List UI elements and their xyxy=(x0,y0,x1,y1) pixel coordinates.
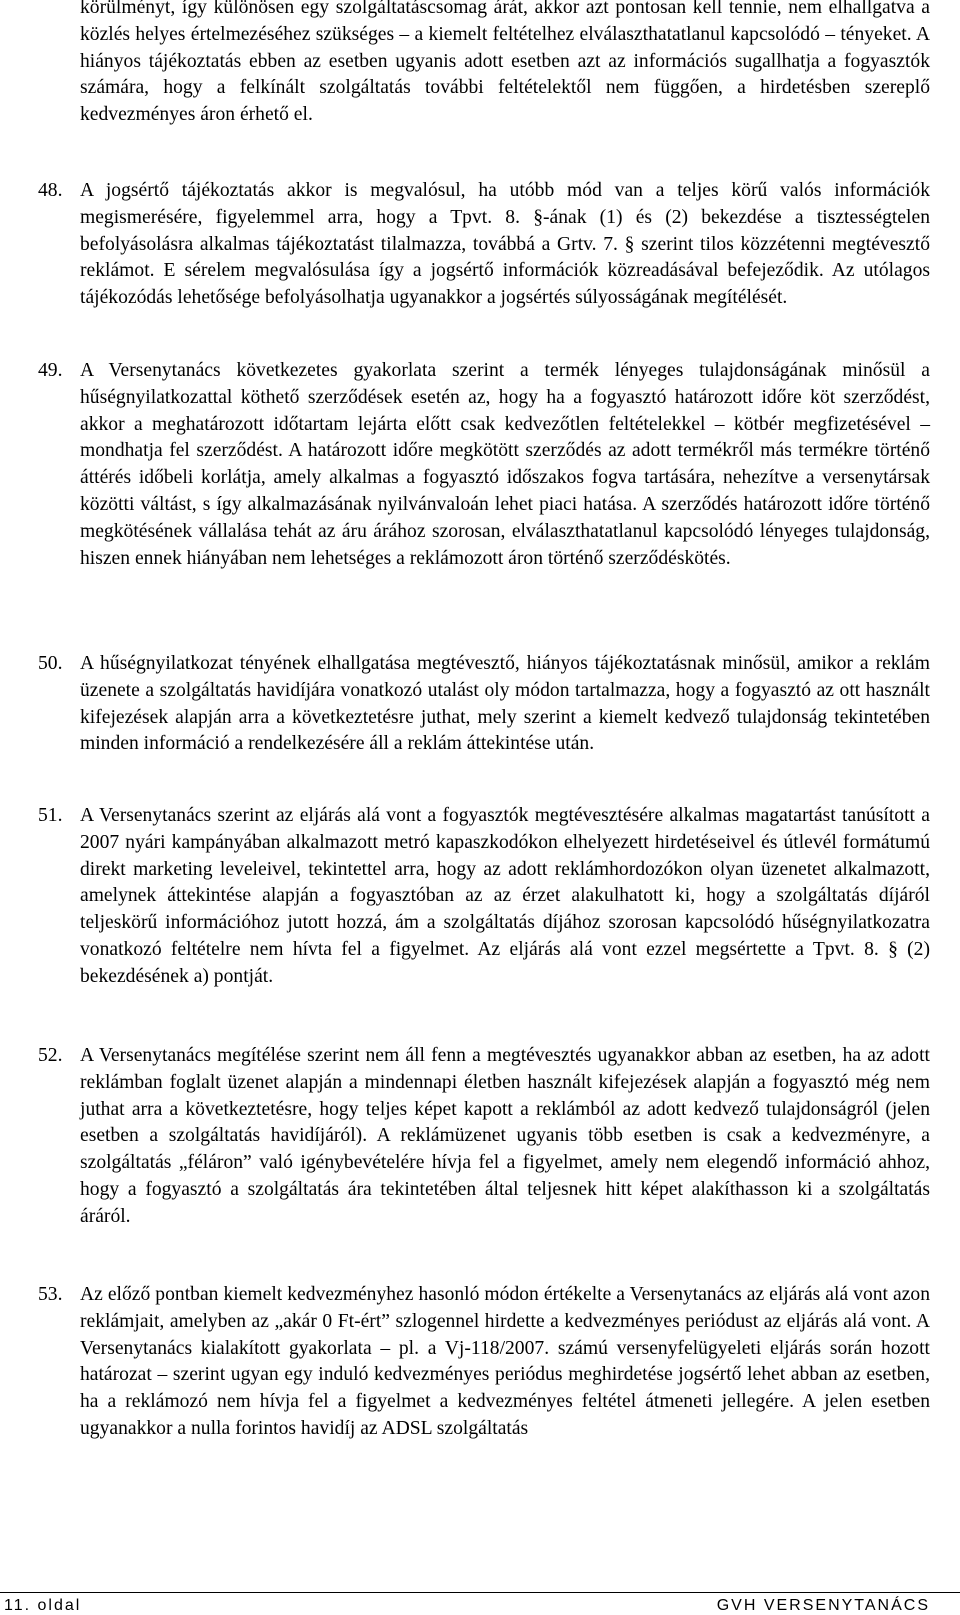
page-number: 11. oldal xyxy=(4,1597,82,1614)
paragraph-number: 52. xyxy=(38,1045,63,1066)
paragraph-number: 49. xyxy=(38,360,63,381)
paragraph-number: 50. xyxy=(38,653,63,674)
paragraph-50 xyxy=(38,651,930,758)
paragraph-number: 48. xyxy=(38,180,63,201)
paragraph-text: A Versenytanács megítélése szerint nem áll fenn a megtévesztés ugyanakkor abban az esetben, ha az adott reklámban foglalt üzenet alapján a mindennapi életben használt kifejezések alapján a fogyasztó még nem juthat arra a következtetésre, hogy teljes képet kapott a reklámból az adott kedvező tulajdonságról (jelen esetben a szolgáltatás havidíjáról). A reklámüzenet ugyanis több esetben is csak a kedvezményre, a szolgáltatás „féláron” való igénybevételére hívja fel a figyelmet, amely nem elegendő információ ahhoz, hogy a fogyasztó a szolgáltatás ára tekintetében által teljesnek hitt képet alakíthasson ki a szolgáltatás áráról. xyxy=(80,1045,930,1227)
paragraph-49 xyxy=(38,358,930,572)
paragraph-text: A Versenytanács következetes gyakorlata szerint a termék lényeges tulajdonságának minősül a hűségnyilatkozattal köthető szerződések esetén az, hogy ha a fogyasztó határozott időre köt szerződést, akkor a meghatározott időtartam lejárta előtt csak kedvezőtlen feltételekkel – kötbér megfizetésével – mondhatja fel szerződést. A határozott időre megkötött szerződés az adott termékről más termékre történő áttérés időbeli korlátja, amely alkalmas a fogyasztó időszakos fogva tartására, nehezítve a versenytársak közötti váltást, s így alkalmazásának nyilvánvaloán lehet piaci hatása. A szerződés határozott időre történő megkötésének vállalása tehát az áru árához szorosan, elválaszthatatlanul kapcsolódó lényeges tulajdonság, hiszen ennek hiányában nem lehetséges a reklámozott áron történő szerződéskötés. xyxy=(80,360,930,569)
paragraph-number: 51. xyxy=(38,805,63,826)
paragraph-52 xyxy=(38,1043,930,1231)
continuation-paragraph: körülményt, így különösen egy szolgáltatáscsomag árát, akkor azt pontosan kell tennie, nem elhallgatva a közlés helyes értelmezéséhez szükséges – a kiemelt feltételhez elválaszthatatlanul kapcsolódó – tényeket. A hiányos tájékoztatás ebben az esetben ugyanis adott esetben azt az információs sugallhatja a fogyasztók számára, hogy a felkínált szolgáltatás további feltételektől nem függően, a hirdetésben szereplő kedvezményes áron érhető el. xyxy=(80,0,930,126)
footer-organization: GVH VERSENYTANÁCS xyxy=(716,1597,930,1614)
paragraph-text: A jogsértő tájékoztatás akkor is megvalósul, ha utóbb mód van a teljes körű valós információk megismerésére, figyelemmel arra, hogy a Tpvt. 8. §-ának (1) és (2) bekezdése a tisztességtelen befolyásolásra alkalmas tájékoztatást tilalmazza, továbbá a Grtv. 7. § szerint tilos közzétenni megtévesztő reklámot. E sérelem megvalósulása így a jogsértő információk közreadásával befejeződik. Az utólagos tájékozódás lehetősége befolyásolhatja ugyanakkor a jogsértés súlyosságának megítélését. xyxy=(80,180,930,309)
paragraph-48 xyxy=(38,178,930,312)
paragraph-number: 53. xyxy=(38,1284,63,1305)
paragraph-text: A hűségnyilatkozat tényének elhallgatása megtévesztő, hiányos tájékoztatásnak minősül, amikor a reklám üzenete a szolgáltatás havidíjára vonatkozó utalást oly módon tartalmazza, hogy a fogyasztó az ott használt kifejezések alapján arra a következtetésre juthat, mely szerint a kiemelt kedvező tulajdonság tekintetében minden információ a rendelkezésére áll a reklám áttekintése után. xyxy=(80,653,930,755)
paragraph-53 xyxy=(38,1282,930,1443)
paragraph-text: Az előző pontban kiemelt kedvezményhez hasonló módon értékelte a Versenytanács az eljárás alá vont azon reklámjait, amelyben az „akár 0 Ft-ért” szlogennel hirdette a kedvezményes periódust az eljárás alá vont. A Versenytanács kialakított gyakorlata – pl. a Vj-118/2007. számú versenyfelügyeleti eljárás során hozott határozat – szerint ugyan egy induló kedvezményes periódus meghirdetése jogsértő lehet abban az esetben, ha a reklámozó nem hívja fel a figyelmet a kedvezményes feltétel átmeneti jellegére. A jelen esetben ugyanakkor a nulla forintos havidíj az ADSL szolgáltatás xyxy=(80,1284,930,1439)
paragraph-51 xyxy=(38,803,930,991)
footer-divider xyxy=(0,1592,960,1593)
paragraph-text: A Versenytanács szerint az eljárás alá vont a fogyasztók megtévesztésére alkalmas magatartást tanúsított a 2007 nyári kampányában alkalmazott metró kapaszkodókon elhelyezett hirdetéseivel és útlevél formátumú direkt marketing leveleivel, tekintettel arra, hogy az adott reklámhordozókon olyan üzenetet alkalmazott, amelynek áttekintése alapján a fogyasztóban az az érzet alakulhatott ki, hogy a szolgáltatás díjáról teljeskörű információhoz jutott hozzá, ám a szolgáltatás díjához szorosan kapcsolódó hűségnyilatkozatra vonatkozó feltételre nem hívta fel a figyelmet. Az eljárás alá vont ezzel megsértette a Tpvt. 8. § (2) bekezdésének a) pontját. xyxy=(80,805,930,987)
